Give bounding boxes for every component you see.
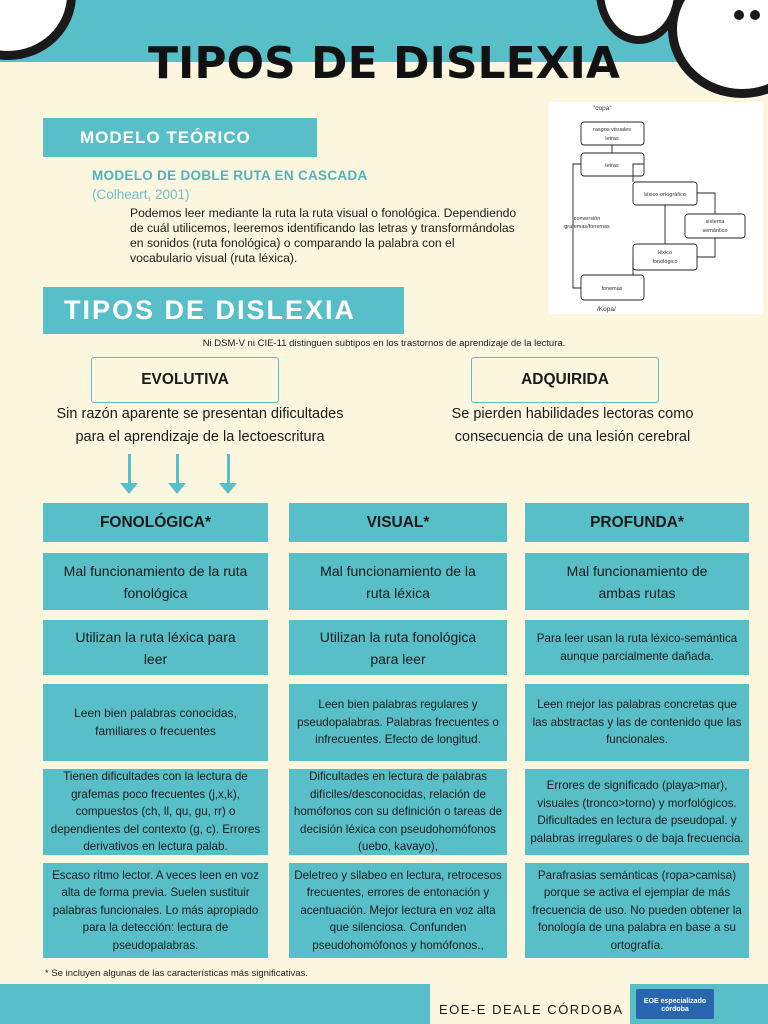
fonologica-cell-1 <box>43 553 268 610</box>
cell-text: Mal funcionamiento de ambas rutas <box>566 562 708 601</box>
cell-text: Leen bien palabras conocidas, familiares o frecuentes <box>74 706 237 738</box>
cell-text: Leen mejor las palabras concretas que las abstractas y las de contenido que las funcionales. <box>532 698 742 747</box>
adquirida-description <box>400 403 745 449</box>
cell-text: Mal funcionamiento de la ruta léxica <box>320 562 476 601</box>
adquirida-box <box>471 357 659 403</box>
evolutiva-box <box>91 357 279 403</box>
cell-text: Mal funcionamiento de la ruta fonológica <box>63 562 248 601</box>
arrow-down-icon <box>176 454 179 484</box>
profunda-cell-3 <box>525 684 749 761</box>
decor-dot <box>734 10 744 20</box>
types-section-label-text: TIPOS DE DISLEXIA <box>64 295 357 325</box>
decor-dot <box>750 10 760 20</box>
node-letras-label: letras <box>605 163 619 169</box>
node-lexico-fon-line1: léxico <box>657 250 673 256</box>
adquirida-label: ADQUIRIDA <box>521 371 609 388</box>
footnote: * Se incluyen algunas de las características más significativas. <box>45 968 308 979</box>
visual-cell-1 <box>289 553 507 610</box>
header-fonologica-label: FONOLÓGICA* <box>99 513 212 531</box>
node-sistema-line1: sistema <box>705 219 725 225</box>
cell-text: Dificultades en lectura de palabras difíciles/desconocidas, relación de homófonos con su definición o tareas de decisión léxica con pseudohomófonos (uebo, kavayo), <box>293 770 503 854</box>
conversion-line1: conversión <box>573 216 601 222</box>
header-profunda-label: PROFUNDA* <box>590 513 684 531</box>
diagram-bottom-label: /Kopa/ <box>597 306 616 313</box>
node-sistema-line2: semántico <box>702 228 728 234</box>
arrow-down-icon <box>120 483 138 494</box>
arrow-down-icon <box>168 483 186 494</box>
cell-text: Parafrasias semánticas (ropa>camisa) porque se activa el ejemplar de más frecuencia de uso. No pueden obtener la fonología de una palabra en base a su ortografía. <box>532 868 742 952</box>
fonologica-cell-2 <box>43 620 268 675</box>
visual-cell-4 <box>289 769 507 855</box>
cell-text: Para leer usan la ruta léxico-semántica aunque parcialmente dañada. <box>536 632 738 663</box>
node-sistema-semantico <box>685 214 745 238</box>
header-fonologica <box>43 503 268 542</box>
model-section-label-text: MODELO TEÓRICO <box>80 127 251 147</box>
page-title: TIPOS DE DISLEXIA <box>148 38 620 89</box>
types-section-label <box>43 287 404 334</box>
node-rasgos-line2: letras <box>605 136 619 142</box>
conversion-line2: grafemas/fonemas <box>564 224 610 230</box>
arrow-down-icon <box>227 454 230 484</box>
visual-cell-3 <box>289 684 507 761</box>
dual-route-diagram-svg <box>549 102 763 314</box>
footer-organization: EOE-E DEALE CÓRDOBA <box>439 1002 624 1017</box>
fonologica-cell-3 <box>43 684 268 761</box>
cell-text: Escaso ritmo lector. A veces leen en voz alta de forma previa. Suelen sustituir palabras funcionales. Lo más apropiado para la detección: lectura de pseudopalabras. <box>52 868 259 952</box>
profunda-cell-1 <box>525 553 749 610</box>
arrow-down-icon <box>219 483 237 494</box>
profunda-cell-4 <box>525 769 749 855</box>
fonologica-cell-5 <box>43 863 268 958</box>
profunda-cell-5 <box>525 863 749 958</box>
visual-cell-5 <box>289 863 507 958</box>
cell-text: Utilizan la ruta fonológica para leer <box>319 628 477 667</box>
adquirida-desc-line: consecuencia de una lesión cerebral <box>454 429 691 445</box>
evolutiva-desc-line: Sin razón aparente se presentan dificultades <box>56 406 344 422</box>
node-fonemas-label: fonemas <box>601 286 623 292</box>
cell-text: Deletreo y silabeo en lectura, retrocesos frecuentes, errores de entonación y acentuación. Mejor lectura en voz alta que silenciosa. Confunden pseudohomófonos y homófonos., <box>294 868 502 952</box>
logo-text: EOE especializado córdoba <box>643 998 707 1013</box>
profunda-cell-2 <box>525 620 749 675</box>
evolutiva-label: EVOLUTIVA <box>141 371 229 388</box>
model-subtitle: MODELO DE DOBLE RUTA EN CASCADA <box>92 168 368 183</box>
evolutiva-description <box>0 403 400 449</box>
visual-cell-2 <box>289 620 507 675</box>
cell-text: Errores de significado (playa>mar), visuales (tronco>torno) y morfológicos. Dificultades en lectura de pseudopal. y palabras irregulares o de baja frecuencia. <box>530 779 744 845</box>
cell-text: Utilizan la ruta léxica para leer <box>75 628 236 667</box>
dual-route-diagram <box>549 102 763 314</box>
evolutiva-desc-line: para el aprendizaje de la lectoescritura <box>75 429 325 445</box>
eoe-logo <box>636 989 714 1019</box>
cell-text: Leen bien palabras regulares y pseudopalabras. Palabras frecuentes o infrecuentes. Efecto de longitud. <box>297 698 499 747</box>
header-profunda <box>525 503 749 542</box>
model-section-label <box>43 118 317 157</box>
model-citation: (Colheart, 2001) <box>92 187 190 202</box>
node-lexico-ortografico-label: léxico ortográfico <box>644 192 686 198</box>
classification-note: Ni DSM-V ni CIE-11 distinguen subtipos en los trastornos de aprendizaje de la lectura. <box>202 338 566 349</box>
node-lexico-fonologico <box>633 244 697 270</box>
arrow-down-icon <box>128 454 131 484</box>
header-visual-label: VISUAL* <box>366 513 430 531</box>
header-visual <box>289 503 507 542</box>
model-description: Podemos leer mediante la ruta la ruta visual o fonológica. Dependiendo de cuál utilicemos, leeremos identificando las letras y transformándolas en sonidos (ruta fonológica) o comparando la palabra con el vocabulario visual (ruta léxica). <box>130 206 517 265</box>
fonologica-cell-4 <box>43 769 268 855</box>
node-rasgos-line1: rasgos visuales <box>593 127 631 133</box>
adquirida-desc-line: Se pierden habilidades lectoras como <box>451 406 694 422</box>
cell-text: Tienen dificultades con la lectura de grafemas poco frecuentes (j,x,k), compuestos (ch, ll, qu, gu, rr) o dependientes del contexto (g, c). Errores derivativos en lectura palab. <box>50 770 261 854</box>
node-lexico-fon-line2: fonológico <box>652 259 678 265</box>
diagram-top-label: "copa" <box>593 105 612 112</box>
